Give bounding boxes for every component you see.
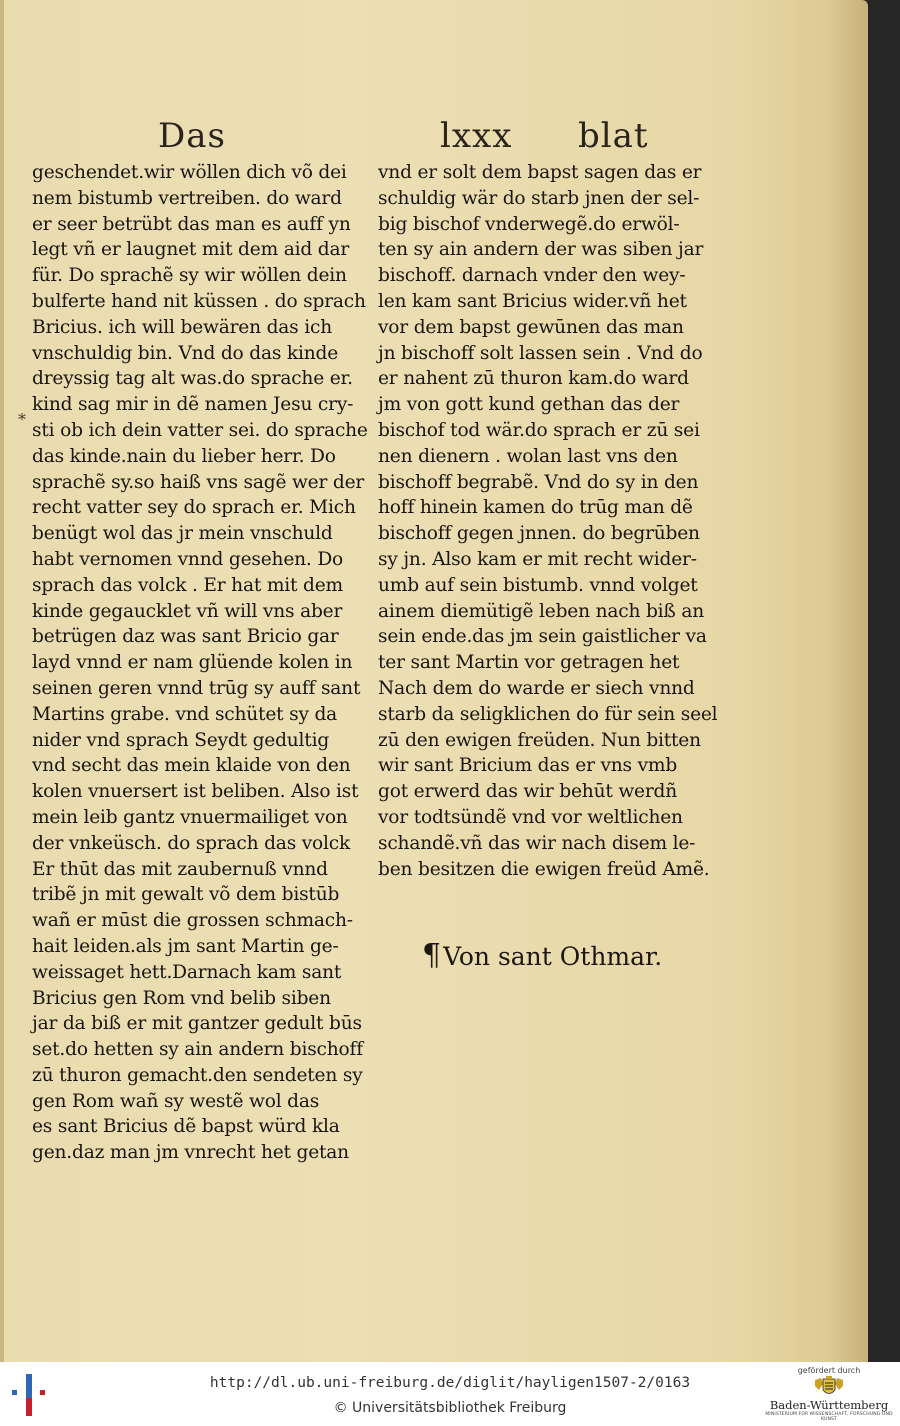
sponsor-ministry: MINISTERIUM FÜR WISSENSCHAFT, FORSCHUNG UND KUNST bbox=[765, 1412, 893, 1422]
text-line: Martins grabe. vnd schütet sy da bbox=[32, 703, 338, 725]
text-line: er nahent zū thuron kam.do ward bbox=[378, 368, 689, 390]
text-line: umb auf sein bistumb. vnnd volget bbox=[378, 574, 698, 596]
text-line: zū den ewigen freüden. Nun bitten bbox=[378, 729, 701, 751]
margin-mark: * bbox=[18, 410, 26, 429]
text-line: gen.daz man jm vnrecht het getan bbox=[32, 1142, 349, 1164]
text-line: vnschuldig bin. Vnd do das kinde bbox=[32, 342, 338, 364]
permalink-url[interactable]: http://dl.ub.uni-freiburg.de/diglit/hayligen1507-2/0163 bbox=[209, 1375, 691, 1391]
text-line: zū thuron gemacht.den sendeten sy bbox=[32, 1064, 363, 1086]
text-line: es sant Bricius dẽ bapst würd kla bbox=[32, 1116, 340, 1138]
text-line: Nach dem do warde er siech vnnd bbox=[378, 677, 695, 699]
text-line: Bricius gen Rom vnd belib siben bbox=[32, 987, 331, 1009]
running-head-right: blat bbox=[578, 116, 649, 156]
text-line: Er thūt das mit zaubernuß vnnd bbox=[32, 858, 328, 880]
text-line: ainem diemütigẽ leben nach biß an bbox=[378, 600, 704, 622]
text-column-right bbox=[378, 160, 718, 882]
text-line: starb da seligklichen do für sein seel bbox=[378, 703, 718, 725]
text-line: kinde gegaucklet vñ will vns aber bbox=[32, 600, 343, 622]
text-line: benügt wol das jr mein vnschuld bbox=[32, 523, 333, 545]
text-line: kolen vnuersert ist beliben. Also ist bbox=[32, 781, 359, 803]
sponsor-name: Baden-Württemberg bbox=[769, 1398, 889, 1412]
text-line: betrügen daz was sant Bricio gar bbox=[32, 626, 339, 648]
text-line: bulferte hand nit küssen . do sprach bbox=[32, 290, 366, 312]
text-line: für. Do sprachẽ sy wir wöllen dein bbox=[32, 265, 347, 287]
text-line: habt vernomen vnnd gesehen. Do bbox=[32, 548, 344, 570]
text-line: vor todtsündẽ vnd vor weltlichen bbox=[378, 806, 683, 828]
text-line: sy jn. Also kam er mit recht wider- bbox=[378, 548, 697, 570]
text-line: ten sy ain andern der was siben jar bbox=[378, 239, 704, 261]
text-line: geschendet.wir wöllen dich võ dei bbox=[32, 162, 347, 183]
state-crest-icon bbox=[809, 1376, 849, 1398]
text-line: Bricius. ich will bewären das ich bbox=[32, 316, 332, 338]
text-line: len kam sant Bricius wider.vñ het bbox=[378, 290, 687, 312]
text-line: legt vñ er laugnet mit dem aid dar bbox=[32, 239, 350, 261]
text-line: schuldig wär do starb jnen der sel- bbox=[378, 187, 700, 209]
text-line: wir sant Bricium das er vns vmb bbox=[378, 755, 678, 777]
text-line: bischof tod wär.do sprach er zū sei bbox=[378, 419, 700, 441]
text-line: er seer betrübt das man es auff yn bbox=[32, 213, 351, 235]
text-line: bischoff gegen jnnen. do begrūben bbox=[378, 523, 700, 545]
sponsor-block bbox=[760, 1366, 898, 1424]
viewer-footer bbox=[0, 1362, 900, 1426]
text-line: recht vatter sey do sprach er. Mich bbox=[32, 497, 356, 519]
text-line: big bischof vnderwegẽ.do erwöl- bbox=[378, 213, 680, 235]
text-line: nen dienern . wolan last vns den bbox=[378, 445, 678, 467]
funded-by-label: gefördert durch bbox=[797, 1366, 861, 1375]
folio-number: lxxx bbox=[440, 116, 513, 156]
text-line: set.do hetten sy ain andern bischoff bbox=[32, 1039, 363, 1061]
text-line: jm von gott kund gethan das der bbox=[378, 394, 680, 416]
text-line: weissaget hett.Darnach kam sant bbox=[32, 961, 342, 983]
text-line: sprach das volck . Er hat mit dem bbox=[32, 574, 343, 596]
text-line: ben besitzen die ewigen freüd Amẽ. bbox=[378, 858, 710, 880]
text-line: jar da biß er mit gantzer gedult būs bbox=[32, 1013, 362, 1035]
text-line: layd vnnd er nam glüende kolen in bbox=[32, 652, 353, 674]
pilcrow-mark: ¶ bbox=[422, 938, 442, 973]
text-line: hait leiden.als jm sant Martin ge- bbox=[32, 935, 339, 957]
text-line: bischoff begrabẽ. Vnd do sy in den bbox=[378, 471, 699, 493]
text-line: tribẽ jn mit gewalt võ dem bistūb bbox=[32, 884, 340, 906]
text-line: sein ende.das jm sein gaistlicher va bbox=[378, 626, 707, 648]
text-line: jn bischoff solt lassen sein . Vnd do bbox=[378, 342, 703, 364]
text-line: vnd er solt dem bapst sagen das er bbox=[378, 162, 702, 183]
running-head-left: Das bbox=[158, 116, 226, 156]
text-line: hoff hinein kamen do trūg man dẽ bbox=[378, 497, 693, 519]
text-line: vor dem bapst gewūnen das man bbox=[378, 316, 684, 338]
text-line: das kinde.nain du lieber herr. Do bbox=[32, 445, 336, 467]
text-line: sprachẽ sy.so haiß vns sagẽ wer der bbox=[32, 471, 365, 493]
text-line: gen Rom wañ sy westẽ wol das bbox=[32, 1090, 320, 1112]
text-line: der vnkeüsch. do sprach das volck bbox=[32, 832, 351, 854]
text-line: kind sag mir in dẽ namen Jesu cry- bbox=[32, 394, 354, 416]
text-line: nem bistumb vertreiben. do ward bbox=[32, 187, 342, 209]
text-line: bischoff. darnach vnder den wey- bbox=[378, 265, 686, 287]
copyright-notice: © Universitätsbibliothek Freiburg bbox=[333, 1400, 567, 1416]
text-column-left bbox=[32, 160, 368, 1166]
text-line: vnd secht das mein klaide von den bbox=[32, 755, 351, 777]
text-line: schandẽ.vñ das wir nach disem le- bbox=[378, 832, 696, 854]
text-line: ter sant Martin vor getragen het bbox=[378, 652, 680, 674]
page-edge bbox=[0, 0, 4, 1362]
text-line: got erwerd das wir behūt werdñ bbox=[378, 781, 678, 803]
text-line: dreyssig tag alt was.do sprache er. bbox=[32, 368, 353, 390]
text-line: mein leib gantz vnuermailiget von bbox=[32, 806, 348, 828]
section-heading bbox=[422, 938, 662, 973]
text-line: nider vnd sprach Seydt gedultig bbox=[32, 729, 330, 751]
text-line: sti ob ich dein vatter sei. do sprache bbox=[32, 419, 368, 441]
section-heading-text: Von sant Othmar. bbox=[443, 942, 663, 971]
text-line: wañ er mūst die grossen schmach- bbox=[32, 910, 353, 932]
text-line: seinen geren vnnd trūg sy auff sant bbox=[32, 677, 361, 699]
